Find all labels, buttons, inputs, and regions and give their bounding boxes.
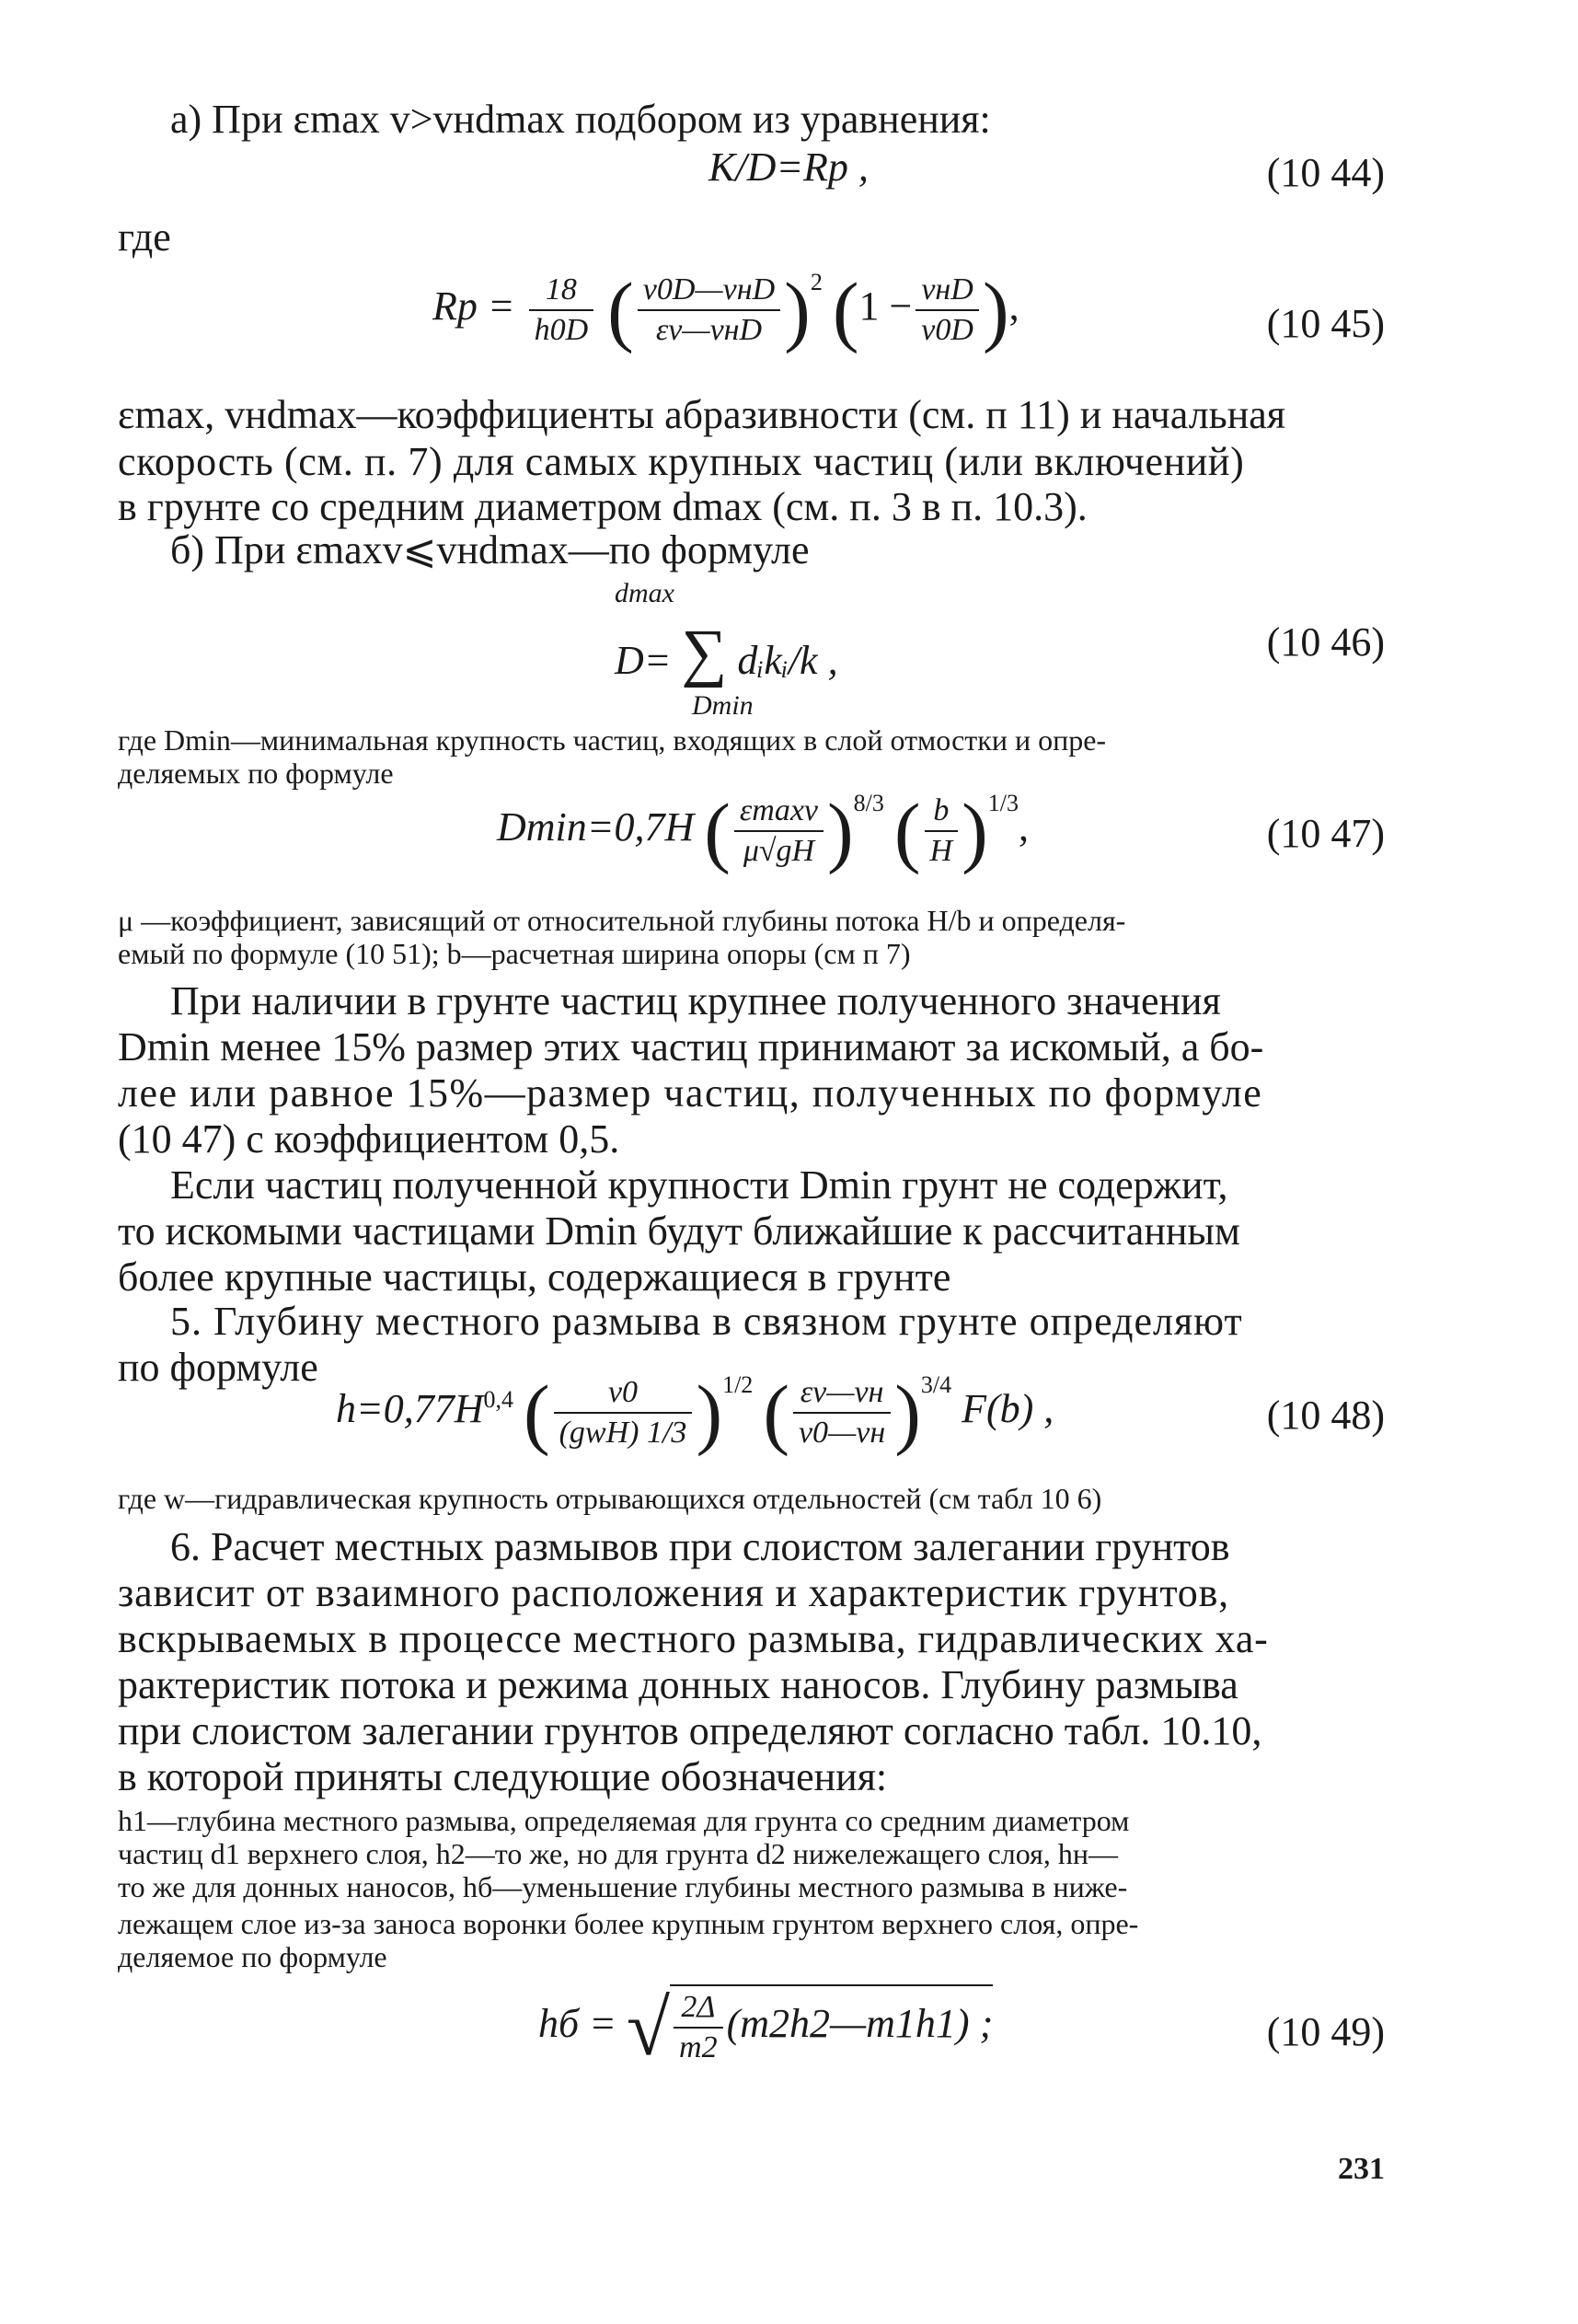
text-line: в грунте со средним диаметром dmax (см. п. 3 в п. 10.3).	[118, 484, 1088, 529]
text-line: емый по формуле (10 51); b—расчетная ширина опоры (см п 7)	[118, 937, 911, 970]
denominator: (gwH) 1/3	[559, 1415, 687, 1450]
fraction	[554, 1375, 693, 1451]
text-line: где Dmin—минимальная крупность частиц, входящих в слой отмостки и опре-	[118, 723, 1107, 757]
text-line: а) При εmax v>vнdmax подбором из уравнения:	[170, 97, 991, 142]
exponent: 8/3	[853, 790, 884, 816]
paren-open: (	[523, 1368, 550, 1457]
fraction	[793, 1375, 891, 1451]
text-line: h1—глубина местного размыва, определяемая для грунта со средним диаметром	[118, 1804, 1130, 1837]
text-line: μ —коэффициент, зависящий от относительной глубины потока H/b и определя-	[118, 904, 1126, 937]
fraction	[916, 272, 979, 348]
paren-open: (	[704, 786, 731, 875]
exponent: 3/4	[920, 1371, 952, 1398]
eq-body: dᵢkᵢ/k ,	[737, 638, 838, 683]
text-line: частиц d1 верхнего слоя, h2—то же, но для грунта d2 нижележащего слоя, hн—	[118, 1837, 1118, 1870]
numerator: vнD	[916, 272, 979, 311]
sum-upper-limit: dmax	[615, 578, 674, 608]
numerator: 2Δ	[674, 1990, 723, 2029]
eq-lhs: Rp =	[432, 283, 515, 329]
equation-10-47: Dmin=0,7H ( $\frac{\varepsilon\max v}{\mu√gH}$ )$^{8/3}$ ( $\frac{b}{H}$ )$^{1/3}$,	[497, 786, 1029, 875]
fraction	[734, 793, 824, 869]
exponent: 1/3	[987, 790, 1019, 816]
denominator: v0—vн	[798, 1415, 886, 1450]
text-line: то искомыми частицами Dmin будут ближайшие к рассчитанным	[118, 1208, 1240, 1254]
paren-open: (	[893, 786, 921, 875]
equation-10-49	[538, 1983, 994, 2072]
eq-lhs: hб =	[538, 2001, 616, 2047]
denominator: μ√gH	[743, 833, 815, 868]
paren-open: (	[607, 265, 634, 354]
fraction	[529, 272, 594, 348]
denominator: h0D	[534, 312, 589, 347]
text-line: (10 47) с коэффициентом 0,5.	[118, 1116, 620, 1162]
text-line: 5. Глубину местного размыва в связном грунте определяют	[170, 1299, 1243, 1344]
fraction	[674, 1990, 723, 2065]
text-line: где w—гидравлическая крупность отрывающихся отдельностей (см табл 10 6)	[118, 1482, 1102, 1515]
text-line: по формуле	[118, 1345, 318, 1390]
paren-close: )	[962, 786, 988, 875]
equation-number: (10 46)	[1266, 619, 1385, 665]
text-line: деляемое по формуле	[118, 1940, 387, 1973]
denominator: m2	[679, 2030, 718, 2064]
equation-10-45: Rp = $\frac{18}{h0D}$ ( $\frac{\text{v0D—vнD}}{\text{εv—vнD}}$ )$^2$ (1 − $\frac{\text{vнD}}{v0D}$ ),	[432, 265, 1019, 354]
exponent: 0,4	[483, 1386, 513, 1413]
numerator: v0	[554, 1375, 693, 1414]
fraction	[638, 272, 780, 348]
radicand	[670, 1984, 993, 2065]
text-line	[118, 391, 1385, 438]
paren-open: (	[763, 1368, 789, 1457]
text-line: где	[118, 214, 171, 260]
text-line: лежащем слое из-за заноса воронки более крупным грунтом верхнего слоя, опре-	[118, 1907, 1139, 1940]
eq-lhs: Dmin=0,7H	[497, 804, 695, 850]
numerator: εmaxv	[734, 793, 824, 832]
eq-lhs: h=0,77H	[336, 1386, 484, 1431]
eq-body: (m2h2—m1h1) ;	[726, 2001, 994, 2047]
numerator: 18	[529, 272, 594, 311]
text-line: б) При εmaxv⩽vнdmax—по формуле	[170, 527, 810, 572]
equation-number: (10 49)	[1266, 2009, 1385, 2054]
paren-close: )	[982, 265, 1009, 354]
text-line: более крупные частицы, содержащиеся в грунте	[118, 1254, 951, 1300]
text-line: рактеристик потока и режима донных наносов. Глубину размыва	[118, 1662, 1238, 1707]
text-span: εmax, vнdmax—коэффициенты абразивности (см. п 11) и начальная	[118, 392, 1286, 437]
text-line: при слоистом залегании грунтов определяют согласно табл. 10.10,	[118, 1708, 1262, 1753]
denominator: v0D	[921, 312, 973, 347]
text-line: то же для донных наносов, hб—уменьшение глубины местного размыва в ниже-	[118, 1870, 1128, 1903]
text-line: Если частиц полученной крупности Dmin грунт не содержит,	[170, 1162, 1228, 1208]
equation-number: (10 48)	[1266, 1393, 1385, 1438]
eq-lhs: D=	[615, 638, 672, 683]
text-line: лее или равное 15%—размер частиц, полученных по формуле	[118, 1070, 1263, 1116]
numerator: v0D—vнD	[638, 272, 780, 311]
page-number: 231	[1338, 2152, 1385, 2186]
text-line: При наличии в грунте частиц крупнее полученного значения	[170, 978, 1221, 1023]
equation-number: (10 45)	[1266, 301, 1385, 346]
fraction	[925, 793, 959, 869]
paren-open: (	[832, 265, 859, 354]
exponent: 2	[810, 269, 823, 295]
one-minus: 1 −	[858, 283, 913, 329]
equation-number: (10 44)	[1266, 150, 1385, 195]
text-line: вскрываемых в процессе местного размыва, гидравлических ха-	[118, 1616, 1269, 1661]
equation-10-48	[336, 1368, 1054, 1457]
sqrt-symbol: √	[626, 1983, 671, 2072]
denominator: H	[929, 833, 953, 868]
sum-symbol: ∑	[681, 618, 728, 688]
eq-tail: F(b) ,	[962, 1386, 1054, 1431]
paren-close: )	[827, 786, 854, 875]
text-line: 6. Расчет местных размывов при слоистом залегании грунтов	[170, 1524, 1230, 1569]
equation-number: (10 47)	[1266, 811, 1385, 856]
paren-close: )	[784, 265, 811, 354]
denominator: εv—vнD	[655, 312, 763, 347]
text-line: деляемых по формуле	[118, 757, 394, 790]
sum-lower-limit: Dmin	[692, 690, 754, 721]
text-line: в которой приняты следующие обозначения:	[118, 1754, 888, 1799]
equation-10-44: K/D=Rp ,	[708, 145, 869, 190]
equation-10-46	[615, 617, 838, 690]
text-line: Dmin менее 15% размер этих частиц принимают за искомый, а бо-	[118, 1024, 1264, 1070]
numerator: εv—vн	[793, 1375, 891, 1414]
numerator: b	[925, 793, 959, 832]
exponent: 1/2	[722, 1371, 754, 1398]
paren-close: )	[696, 1368, 723, 1457]
paren-close: )	[894, 1368, 921, 1457]
text-line: зависит от взаимного расположения и характеристик грунтов,	[118, 1570, 1229, 1615]
text-line: скорость (см. п. 7) для самых крупных частиц (или включений)	[118, 439, 1245, 484]
